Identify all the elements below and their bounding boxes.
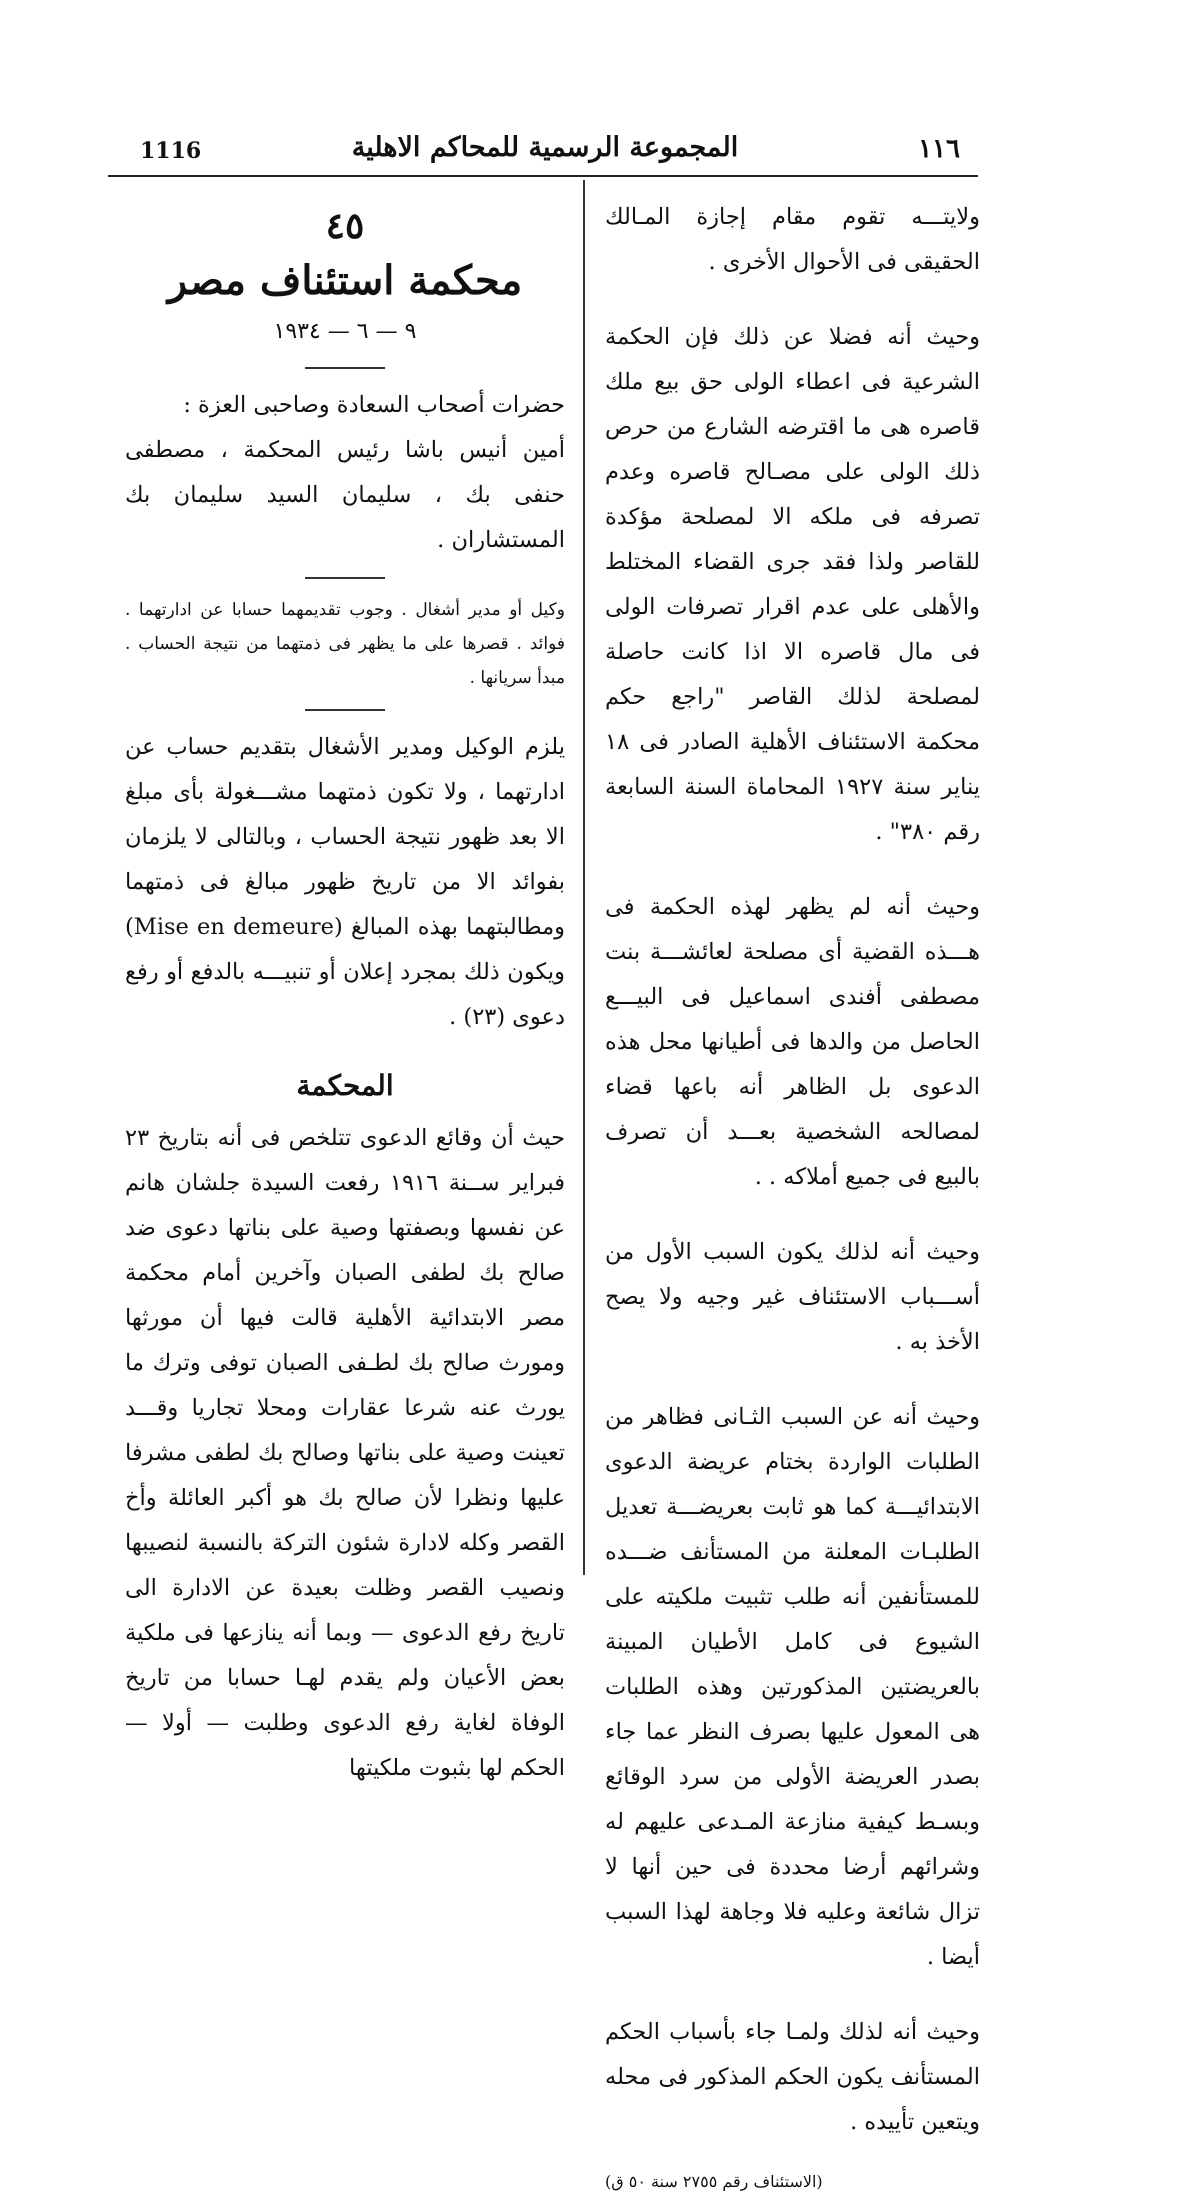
- left-column: [125, 195, 565, 1791]
- header-rule: [108, 175, 978, 177]
- judgment-date: ٩ — ٦ — ١٩٣٤: [273, 319, 417, 344]
- page-number-latin: 1116: [140, 138, 202, 164]
- divider: [305, 709, 385, 711]
- column-divider: [583, 180, 585, 1575]
- case-reference-footnote: (الاستئناف رقم ٢٧٥٥ سنة ٥٠ ق): [605, 2172, 823, 2191]
- headnote: وكيل أو مدير أشغال . وجوب تقديمهما حسابا عن ادارتهما . فوائد . قصرها على ما يظهر فى ذمتهما من نتيجة الحساب . مبدأ سريانها .: [125, 600, 565, 688]
- bench-names: أمين أنيس باشا رئيس المحكمة ، مصطفى حنفى بك ، سليمان السيد سليمان بك المستشاران .: [125, 437, 565, 553]
- paragraph: وحيث أنه لذلك يكون السبب الأول من أســـباب الاستئناف غير وجيه ولا يصح الأخذ به .: [605, 1239, 980, 1355]
- judgment-text: حيث أن وقائع الدعوى تتلخص فى أنه بتاريخ ٢٣ فبراير ســنة ١٩١٦ رفعت السيدة جلشان هانم عن نفسها وبصفتها وصية على بناتها دعوى ضد صالح بك لطفى الصبان وآخرين أمام محكمة مصر الابتدائية الأهلية قالت فيها أن مورثها ومورث صالح بك لطـفى الصبان توفى وترك ما يورث عنه شرعا عقارات ومحلا تجاريا وقـــد تعينت وصية على بناتها وصالح بك لطفى مشرفا عليها ونظرا لأن صالح بك هو أكبر العائلة وأخ القصر وكله لادارة شئون التركة بالنسبة لنصيبها ونصيب القصر وظلت بعيدة عن الادارة الى تاريخ رفع الدعوى — وبما أنه ينازعها فى ملكية بعض الأعيان ولم يقدم لهـا حسابا من تاريخ الوفاة لغاية رفع الدعوى وطلبت — أولا — الحكم لها بثبوت ملكيتها: [125, 1125, 565, 1781]
- paragraph: وحيث أنه لم يظهر لهذه الحكمة فى هـــذه القضية أى مصلحة لعائشـــة بنت مصطفى أفندى اسماعيل فى البيـــع الحاصل من والدها فى أطيانها محل هذه الدعوى بل الظاهر أنه باعها قضاء لمصالحه الشخصية بعـــد أن تصرف بالبيع فى جميع أملاكه . .: [605, 894, 980, 1190]
- divider: [305, 577, 385, 579]
- principle-text: يلزم الوكيل ومدير الأشغال بتقديم حساب عن ادارتهما ، ولا تكون ذمتهما مشـــغولة بأى مبلغ الا بعد ظهور نتيجة الحساب ، وبالتالى لا يلزمان بفوائد الا من تاريخ ظهور مبالغ فى ذمتهما ومطالبتهما بهذه المبالغ: [125, 734, 566, 940]
- section-title: المحكمة: [296, 1069, 394, 1102]
- case-number: ٤٥: [325, 205, 365, 247]
- running-title: المجموعة الرسمية للمحاكم الاهلية: [351, 132, 739, 163]
- page-header: [110, 128, 980, 168]
- principle-latin-term: (Mise en demeure): [125, 914, 343, 940]
- page-number-arabic: ١١٦: [918, 134, 960, 164]
- court-name: محكمة استئناف مصر: [167, 257, 523, 304]
- principle-text-end: ويكون ذلك بمجرد إعلان أو تنبيـــه بالدفع أو رفع دعوى (٢٣) .: [125, 959, 565, 1030]
- paragraph: وحيث أنه عن السبب الثـانى فظاهر من الطلبات الواردة بختام عريضة الدعوى الابتدائيـــة كما هو ثابت بعريضـــة تعديل الطلبـات المعلنة من المستأنف ضـــده للمستأنفين أنه طلب تثبيت ملكيته على الشيوع فى كامل الأطيان المبينة بالعريضتين المذكورتين وهذه الطلبات هى المعول عليها بصرف النظر عما جاء بصدر العريضة الأولى من سرد الوقائع وبسـط كيفية منازعة المـدعى عليهم له وشرائهم أرضا محددة فى حين أنها لا تزال شائعة وعليه فلا وجاهة لهذا السبب أيضا .: [605, 1404, 980, 1970]
- legal-principle: [125, 725, 565, 1040]
- paragraph: ولايتـــه تقوم مقام إجازة المـالك الحقيقى فى الأحوال الأخرى .: [605, 204, 980, 275]
- bench-intro: حضرات أصحاب السعادة وصاحبى العزة :: [183, 392, 565, 418]
- paragraph: وحيث أنه فضلا عن ذلك فإن الحكمة الشرعية فى اعطاء الولى حق بيع ملك قاصره هى ما اقترضه الشارع من حرص ذلك الولى على مصـالح قاصره وعدم تصرفه فى ملكه الا لمصلحة مؤكدة للقاصر ولذا فقد جرى القضاء المختلط والأهلى على عدم اقرار تصرفات الولى فى مال قاصره الا اذا كانت حاصلة لمصلحة لذلك القاصر "راجع حكم محكمة الاستئناف الأهلية الصادر فى ١٨ يناير سنة ١٩٢٧ المحاماة السنة السابعة رقم ٣٨٠" .: [605, 324, 980, 845]
- divider: [305, 367, 385, 369]
- right-column: [605, 195, 980, 2197]
- paragraph: وحيث أنه لذلك ولمـا جاء بأسباب الحكم المستأنف يكون الحكم المذكور فى محله ويتعين تأييده .: [605, 2019, 980, 2135]
